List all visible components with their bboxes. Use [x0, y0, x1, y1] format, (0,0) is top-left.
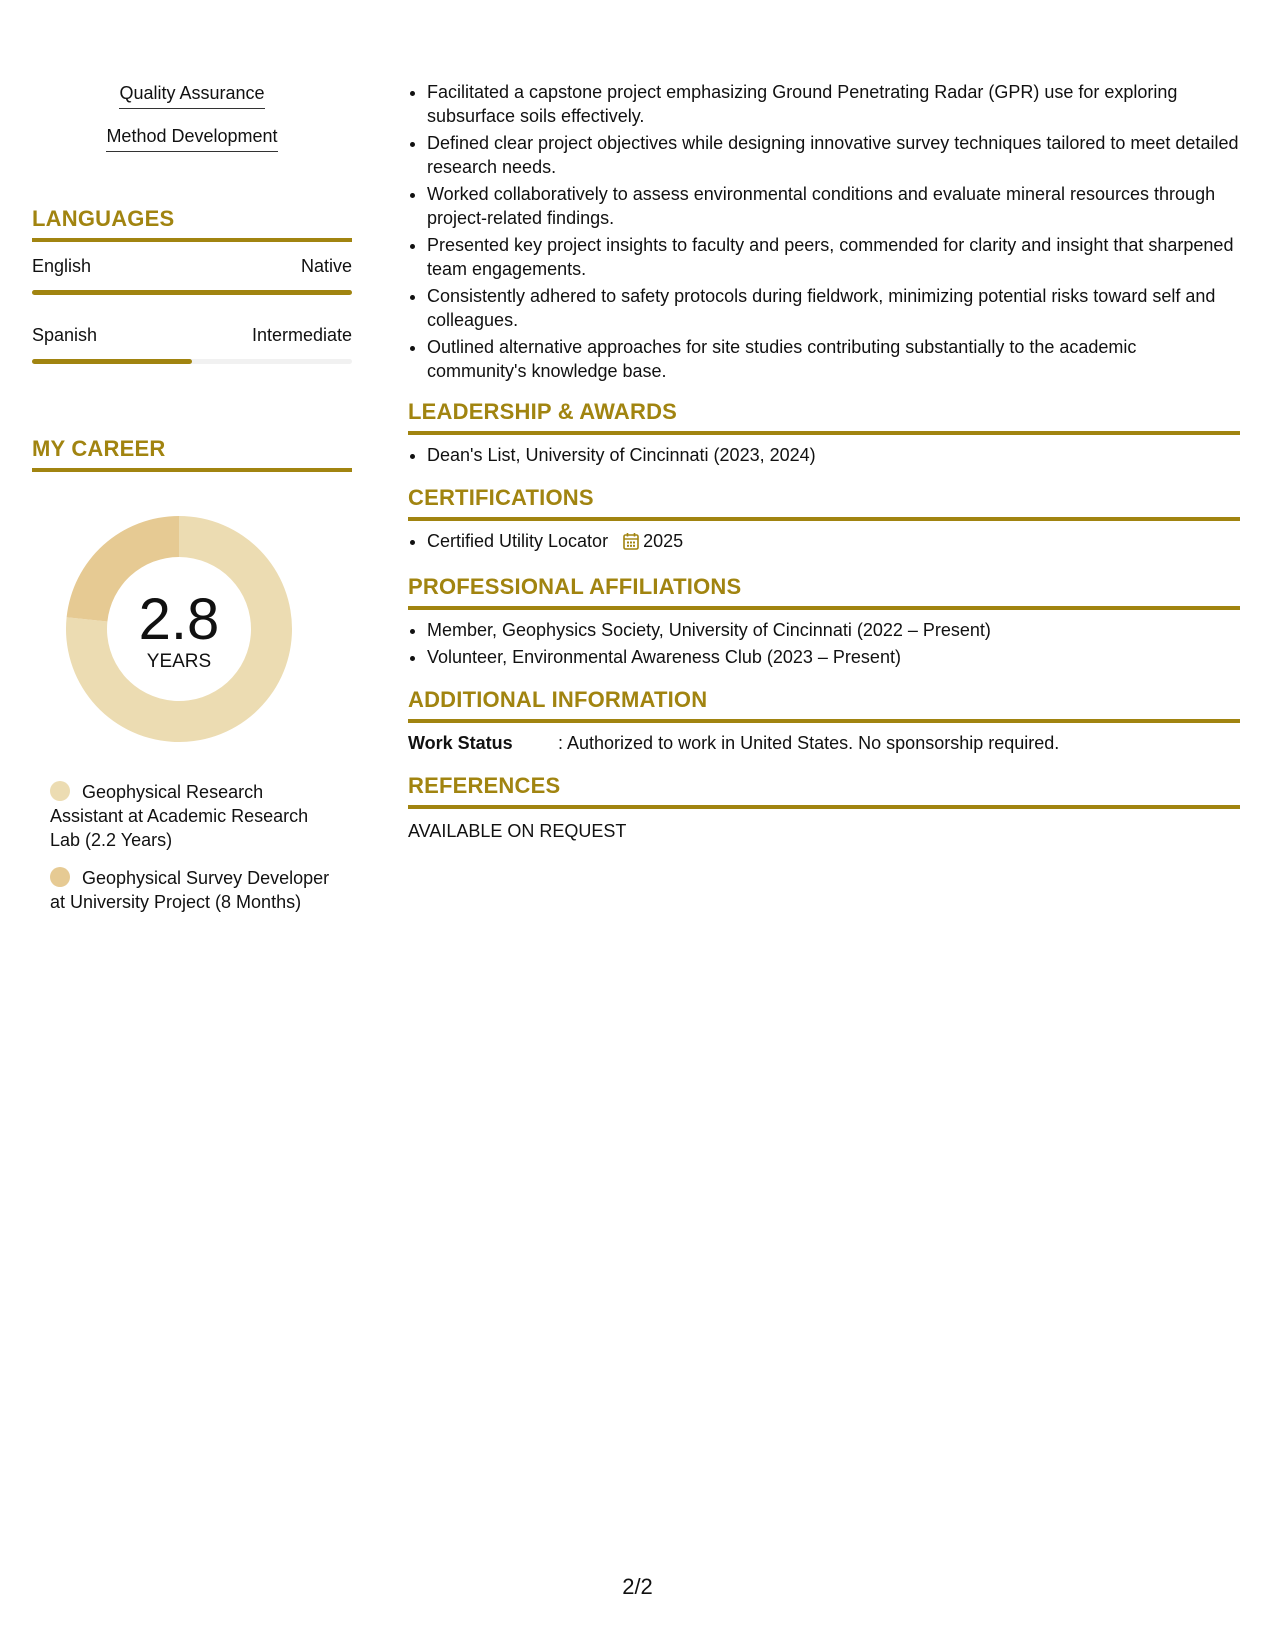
list-item: [427, 529, 1240, 556]
language-proficiency-fill: [32, 290, 352, 295]
list-item: • Dean's List, University of Cincinnati (2023, 2024): [427, 443, 1240, 467]
references-text: AVAILABLE ON REQUEST: [408, 821, 627, 841]
additional-info-section: [408, 685, 1240, 755]
career-unit-label: YEARS: [146, 651, 212, 672]
list-item: • Outlined alternative approaches for site studies contributing substantially to the academic community's knowledge base.: [427, 335, 1240, 383]
career-total-years: 2.8: [138, 587, 220, 652]
language-name: English: [32, 256, 92, 276]
legend-dot: [50, 867, 70, 887]
certifications-heading: CERTIFICATIONS: [408, 483, 1240, 521]
additional-info-heading: ADDITIONAL INFORMATION: [408, 685, 1240, 723]
certification-year: 2025: [643, 531, 684, 551]
language-name: Spanish: [32, 325, 98, 345]
career-role-label: Geophysical Research Assistant at Academic Research Lab (2.2 Years): [50, 782, 309, 850]
skill-tag: Quality Assurance: [119, 80, 264, 109]
references-heading: REFERENCES: [408, 771, 1240, 809]
list-item: • Facilitated a capstone project emphasizing Ground Penetrating Radar (GPR) use for exploring subsurface soils effectively.: [427, 80, 1240, 128]
career-legend-item: [50, 866, 340, 914]
experience-bullets: [408, 80, 1240, 383]
career-legend: [50, 780, 340, 914]
language-proficiency-bar: [32, 359, 352, 364]
languages-heading: LANGUAGES: [32, 204, 352, 242]
language-item: [32, 254, 352, 295]
calendar-icon: [623, 532, 639, 556]
skill-tag: Method Development: [106, 123, 277, 152]
list-item: • Presented key project insights to faculty and peers, commended for clarity and insight that sharpened team engagements.: [427, 233, 1240, 281]
right-column: [408, 80, 1240, 843]
career-role-label: Geophysical Survey Developer at University Project (8 Months): [50, 868, 330, 912]
career-donut-chart: [66, 516, 292, 742]
career-heading: MY CAREER: [32, 434, 352, 472]
page-number: 2/2: [622, 1574, 653, 1599]
affiliations-heading: PROFESSIONAL AFFILIATIONS: [408, 572, 1240, 610]
certifications-section: [408, 483, 1240, 556]
list-item: • Member, Geophysics Society, University of Cincinnati (2022 – Present): [427, 618, 1240, 642]
work-status-value: : Authorized to work in United States. No sponsorship required.: [558, 733, 1060, 753]
list-item: • Worked collaboratively to assess environmental conditions and evaluate mineral resources through project-related findings.: [427, 182, 1240, 230]
list-item: • Consistently adhered to safety protocols during fieldwork, minimizing potential risks toward self and colleagues.: [427, 284, 1240, 332]
language-level: Native: [300, 256, 352, 276]
references-section: [408, 771, 1240, 843]
work-status-label: Work Status: [408, 733, 513, 753]
language-proficiency-bar: [32, 290, 352, 295]
language-level: Intermediate: [251, 325, 352, 345]
affiliations-section: [408, 572, 1240, 669]
certification-name: Certified Utility Locator: [427, 531, 609, 551]
language-item: [32, 323, 352, 364]
career-legend-item: [50, 780, 340, 852]
left-column: [32, 80, 352, 928]
leadership-heading: LEADERSHIP & AWARDS: [408, 397, 1240, 435]
list-item: • Volunteer, Environmental Awareness Club (2023 – Present): [427, 645, 1240, 669]
language-proficiency-fill: [32, 359, 192, 364]
work-status-row: [408, 731, 1240, 755]
legend-dot: [50, 781, 70, 801]
list-item: • Defined clear project objectives while designing innovative survey techniques tailored to meet detailed research needs.: [427, 131, 1240, 179]
leadership-section: [408, 397, 1240, 467]
